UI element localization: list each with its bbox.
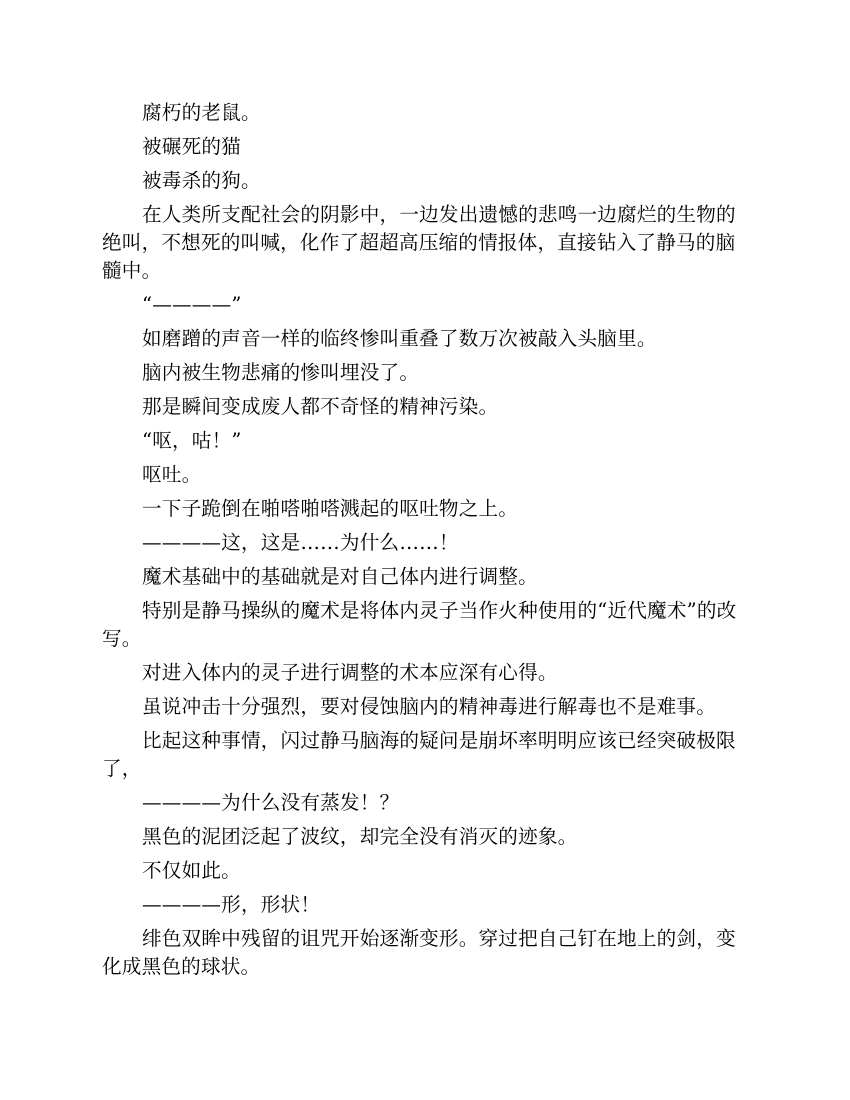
paragraph: “呕，咕！” [142, 429, 242, 452]
paragraph: 被毒杀的狗。 [142, 169, 261, 192]
paragraph: 特别是静马操纵的魔术是将体内灵子当作火种使用的“近代魔术”的改写。 [102, 599, 737, 650]
paragraph: ————这，这是……为什么……！ [142, 531, 459, 554]
paragraph: 腐朽的老鼠。 [142, 101, 261, 124]
paragraph: 被碾死的猫 [142, 135, 241, 158]
paragraph: 那是瞬间变成废人都不奇怪的精神污染。 [142, 395, 499, 418]
paragraph: 在人类所支配社会的阴影中，一边发出遗憾的悲鸣一边腐烂的生物的绝叫，不想死的叫喊，化作了超超高压缩的情报体，直接钻入了静马的脑髓中。 [102, 203, 736, 282]
paragraph: 绯色双眸中残留的诅咒开始逐渐变形。穿过把自己钉在地上的剑，变化成黑色的球状。 [102, 927, 736, 978]
paragraph: 如磨蹭的声音一样的临终惨叫重叠了数万次被敲入头脑里。 [142, 327, 657, 350]
paragraph: 不仅如此。 [142, 859, 241, 882]
paragraph: 脑内被生物悲痛的惨叫埋没了。 [142, 361, 420, 384]
paragraph: ————形，形状！ [142, 893, 321, 916]
paragraph: 呕吐。 [142, 463, 202, 486]
document-body [102, 99, 752, 981]
paragraph: 黑色的泥团泛起了波纹，却完全没有消灭的迹象。 [142, 825, 578, 848]
paragraph: 虽说冲击十分强烈，要对侵蚀脑内的精神毒进行解毒也不是难事。 [142, 695, 717, 718]
paragraph: ————为什么没有蒸发！？ [142, 791, 400, 814]
paragraph: 一下子跪倒在啪嗒啪嗒溅起的呕吐物之上。 [142, 497, 519, 520]
paragraph: 对进入体内的灵子进行调整的术本应深有心得。 [142, 661, 558, 684]
paragraph: “————” [142, 293, 242, 316]
paragraph: 魔术基础中的基础就是对自己体内进行调整。 [142, 565, 538, 588]
paragraph: 比起这种事情，闪过静马脑海的疑问是崩坏率明明应该已经突破极限了， [102, 729, 736, 780]
